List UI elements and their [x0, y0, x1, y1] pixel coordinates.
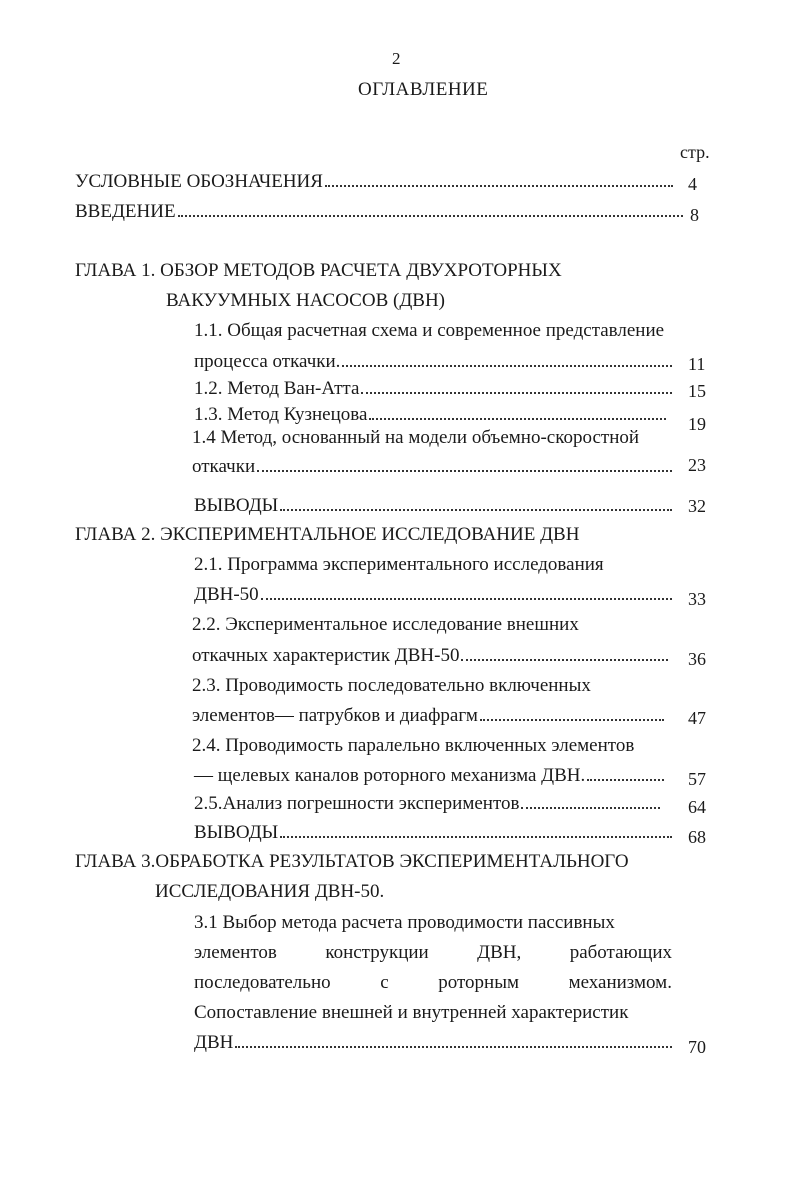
toc-page-number: 4	[688, 174, 697, 194]
toc-entry-notation[interactable]	[75, 172, 675, 191]
leader-dots	[361, 391, 672, 394]
leader-dots	[257, 469, 672, 472]
toc-entry-label: процесса откачки.	[194, 351, 341, 372]
toc-page-number: 32	[688, 496, 706, 516]
leader-dots	[178, 214, 683, 217]
toc-entry-label: УСЛОВНЫЕ ОБОЗНАЧЕНИЯ	[75, 171, 323, 192]
word: последовательно	[194, 972, 331, 993]
chapter-2-title[interactable]: ГЛАВА 2. ЭКСПЕРИМЕНТАЛЬНОЕ ИССЛЕДОВАНИЕ ДВН	[75, 524, 580, 545]
chapter-3-title-continued: ИССЛЕДОВАНИЯ ДВН-50.	[155, 881, 385, 902]
toc-entry-ch2-conclusions[interactable]	[194, 823, 674, 842]
leader-dots	[261, 597, 672, 600]
leader-dots	[280, 835, 672, 838]
toc-entry-3-1-line4: Сопоставление внешней и внутренней характеристик	[194, 1002, 629, 1023]
toc-entry-2-1[interactable]: 2.1. Программа экспериментального исследования	[194, 554, 604, 575]
leader-dots	[280, 508, 672, 511]
toc-page-number: 36	[688, 649, 706, 669]
leader-dots	[235, 1045, 672, 1048]
toc-entry-label: откачных характеристик ДВН-50	[192, 645, 460, 666]
toc-entry-label: откачки	[192, 456, 256, 477]
toc-entry-intro[interactable]	[75, 202, 685, 221]
toc-page-number: 70	[688, 1037, 706, 1057]
toc-entry-2-3[interactable]: 2.3. Проводимость последовательно включенных	[192, 675, 591, 696]
toc-entry-label: 1.3. Метод Кузнецова	[194, 404, 368, 425]
leader-dots	[325, 184, 673, 187]
toc-entry-1-1-cont	[194, 352, 674, 371]
toc-page-number: 64	[688, 797, 706, 817]
word: роторным	[438, 972, 519, 993]
toc-entry-3-1-line5	[194, 1033, 674, 1052]
toc-entry-label: ВЫВОДЫ	[194, 822, 279, 843]
toc-page-number: 19	[688, 414, 706, 434]
toc-entry-1-1[interactable]: 1.1. Общая расчетная схема и современное представление	[194, 320, 665, 341]
page-number: 2	[392, 49, 401, 68]
word: конструкции	[325, 942, 429, 963]
word: ДВН,	[477, 942, 522, 963]
toc-entry-1-4-cont	[192, 457, 674, 476]
toc-entry-2-4-cont	[194, 766, 666, 785]
word: элементов	[194, 942, 277, 963]
toc-entry-2-4[interactable]: 2.4. Проводимость паралельно включенных элементов	[192, 735, 635, 756]
toc-entry-3-1-line2	[194, 943, 672, 962]
leader-dots	[587, 778, 664, 781]
toc-entry-ch1-conclusions[interactable]	[194, 496, 674, 515]
toc-entry-2-2[interactable]: 2.2. Экспериментальное исследование внешних	[192, 614, 579, 635]
toc-entry-3-1[interactable]: 3.1 Выбор метода расчета проводимости пассивных	[194, 912, 615, 933]
toc-page-number: 33	[688, 589, 706, 609]
toc-entry-1-2[interactable]	[194, 379, 674, 398]
page-title: ОГЛАВЛЕНИЕ	[358, 79, 489, 100]
word: механизмом.	[568, 972, 672, 993]
toc-entry-1-4[interactable]: 1.4 Метод, основанный на модели объемно-скоростной	[192, 427, 640, 448]
toc-entry-label: ДВН-50	[194, 584, 259, 605]
toc-entry-label: — щелевых каналов роторного механизма ДВН.	[194, 765, 586, 786]
toc-page-number: 11	[688, 354, 706, 374]
word: с	[380, 972, 389, 993]
toc-entry-label: 2.5.Анализ погрешности экспериментов	[194, 793, 520, 814]
leader-dots	[369, 417, 666, 420]
chapter-1-title-continued: ВАКУУМНЫХ НАСОСОВ (ДВН)	[166, 290, 445, 311]
toc-page-number: 47	[688, 708, 706, 728]
toc-page-number: 57	[688, 769, 706, 789]
toc-entry-2-5[interactable]	[194, 794, 662, 813]
toc-page-number: 23	[688, 455, 706, 475]
page-column-label: стр.	[680, 142, 710, 162]
toc-entry-2-1-cont	[194, 585, 674, 604]
toc-entry-label: 1.2. Метод Ван-Атта	[194, 378, 360, 399]
chapter-3-title[interactable]: ГЛАВА 3.ОБРАБОТКА РЕЗУЛЬТАТОВ ЭКСПЕРИМЕНТАЛЬНОГО	[75, 851, 629, 872]
leader-dots	[342, 364, 672, 367]
leader-dots	[461, 658, 668, 661]
toc-entry-1-3[interactable]	[194, 405, 668, 424]
toc-entry-2-3-cont	[192, 706, 666, 725]
toc-entry-3-1-line3	[194, 973, 672, 992]
chapter-1-title[interactable]: ГЛАВА 1. ОБЗОР МЕТОДОВ РАСЧЕТА ДВУХРОТОРНЫХ	[75, 260, 562, 281]
toc-entry-2-2-cont	[192, 646, 670, 665]
toc-page-number: 68	[688, 827, 706, 847]
leader-dots	[480, 718, 664, 721]
toc-page-number: 8	[690, 205, 699, 225]
toc-entry-label: элементов— патрубков и диафрагм	[192, 705, 478, 726]
toc-page-number: 15	[688, 381, 706, 401]
toc-entry-label: ДВН	[194, 1032, 234, 1053]
toc-entry-label: ВЫВОДЫ	[194, 495, 279, 516]
leader-dots	[521, 806, 660, 809]
toc-entry-label: ВВЕДЕНИЕ	[75, 201, 176, 222]
word: работающих	[569, 942, 672, 963]
